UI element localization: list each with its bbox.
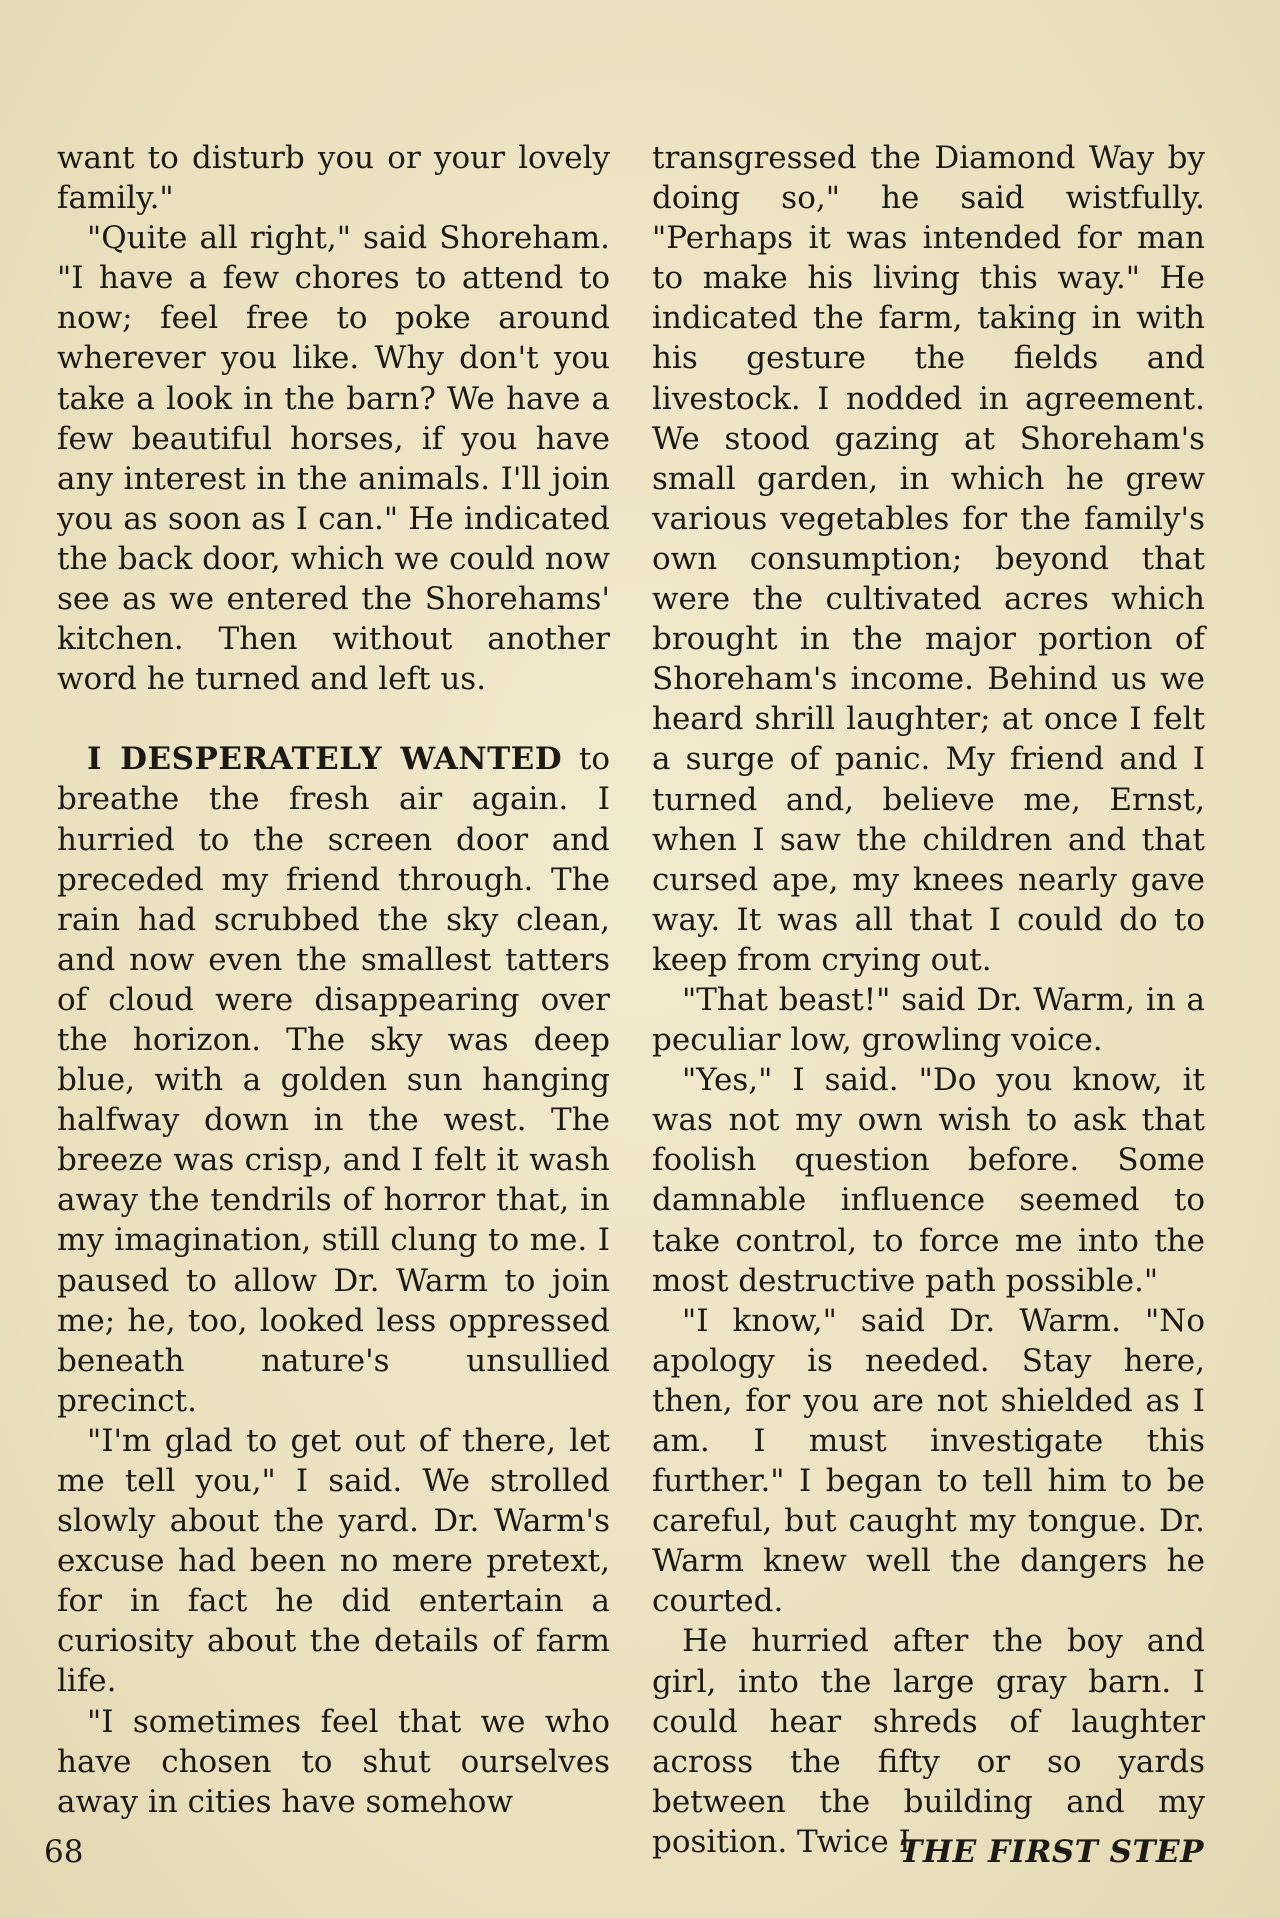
left-paragraph-4: "I'm glad to get out of there, let me tell you," I said. We strolled slowly about the yard. Dr. Warm's excuse had been no mere pretext, for in fact he did entertain a curiosity about the details of farm life. [57,1422,610,1700]
right-paragraph-1: transgressed the Diamond Way by doing so," he said wistfully. "Perhaps it was intended for man to make his living this way." He indicated the farm, taking in with his gesture the fields and livestock. I nodded in agreement. We stood gazing at Shoreham's small garden, in which he grew various vegetables for the family's own consumption; beyond that were the cultivated acres which brought in the major portion of Shoreham's income. Behind us we heard shrill laughter; at once I felt a surge of panic. My friend and I turned and, believe me, Ernst, when I saw the children and that cursed ape, my knees nearly gave way. It was all that I could do to keep from crying out. [652,140,1205,978]
left-paragraph-3-body: to breathe the fresh air again. I hurried to the screen door and preceded my friend through. The rain had scrubbed the sky clean, and now even the smallest tatters of cloud were disappearing over the horizon. The sky was deep blue, with a golden sun hanging halfway down in the west. The breeze was crisp, and I felt it wash away the tendrils of horror that, in my imagination, still clung to me. I paused to allow Dr. Warm to join me; he, too, looked less oppressed beneath nature's unsullied precinct. [57,741,610,1419]
right-paragraph-2: "That beast!" said Dr. Warm, in a peculiar low, growling voice. [652,981,1205,1059]
right-column [652,138,1205,1862]
running-title: THE FIRST STEP [899,1834,1204,1870]
right-paragraph-5: He hurried after the boy and girl, into the large gray barn. I could hear shreds of laughter across the fifty or so yards between the building and my position. Twice I [652,1623,1205,1860]
right-paragraph-3: "Yes," I said. "Do you know, it was not my own wish to ask that foolish question before. Some damnable influence seemed to take control, to force me into the most destructive path possible." [652,1062,1205,1299]
left-column [57,138,610,1822]
section-lead-in: I DESPERATELY WANTED [87,741,563,778]
left-paragraph-5: "I sometimes feel that we who have chosen to shut ourselves away in cities have somehow [57,1703,610,1820]
page-number: 68 [44,1834,84,1870]
left-paragraph-3 [57,739,610,1421]
left-paragraph-1: want to disturb you or your lovely family." [57,140,610,217]
left-paragraph-2: "Quite all right," said Shoreham. "I have a few chores to attend to now; feel free to poke around wherever you like. Why don't you take a look in the barn? We have a few beautiful horses, if you have any interest in the animals. I'll join you as soon as I can." He indicated the back door, which we could now see as we entered the Shorehams' kitchen. Then without another word he turned and left us. [57,220,610,698]
right-paragraph-4: "I know," said Dr. Warm. "No apology is needed. Stay here, then, for you are not shielded as I am. I must investigate this further." I began to tell him to be careful, but caught my tongue. Dr. Warm knew well the dangers he courted. [652,1302,1205,1620]
